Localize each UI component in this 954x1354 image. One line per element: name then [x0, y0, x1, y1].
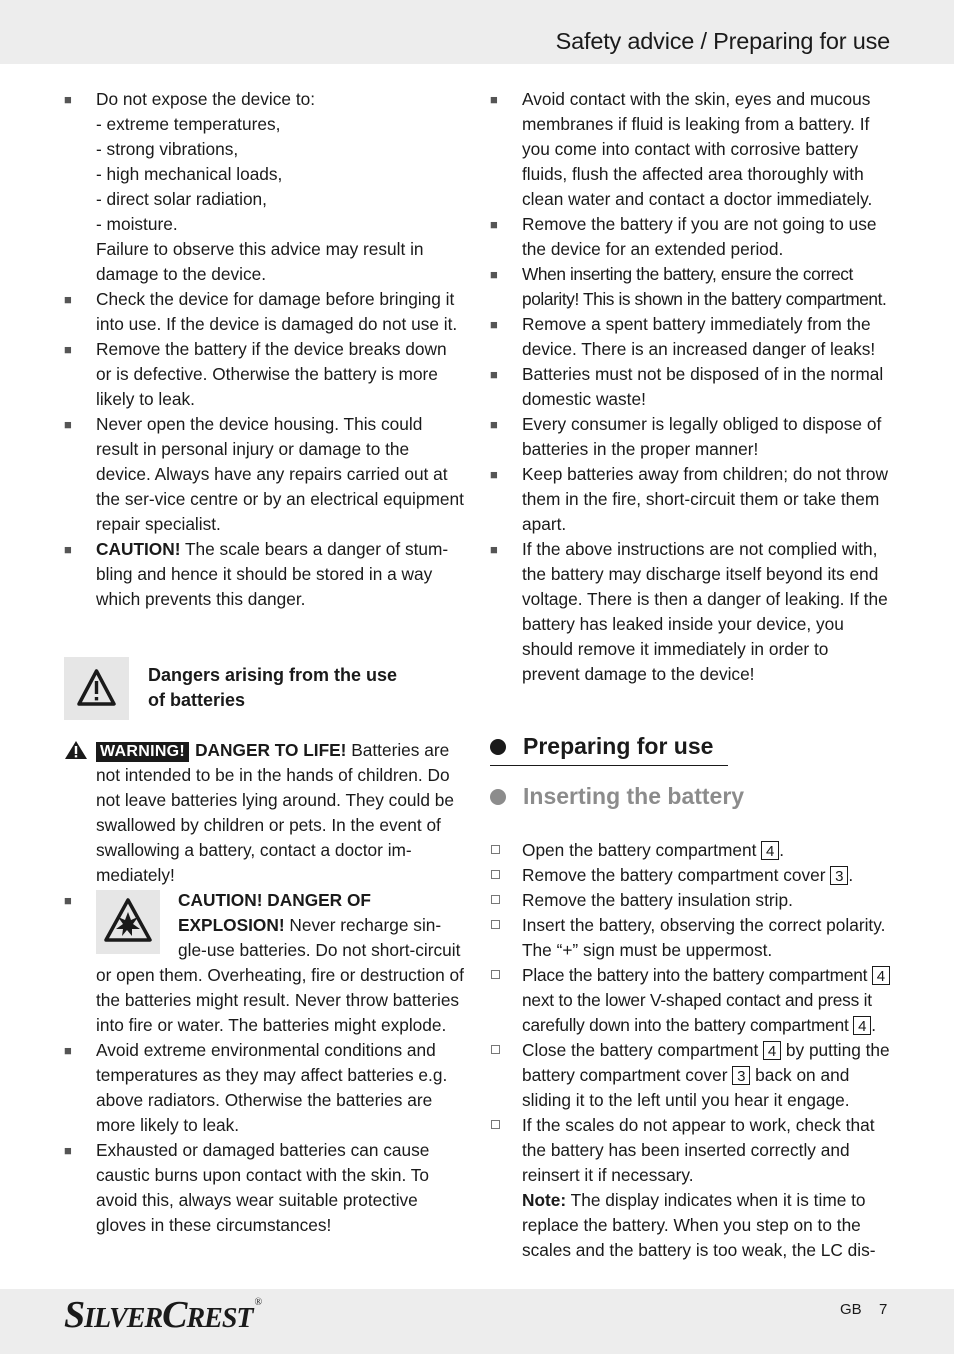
expose-item: - strong vibrations, — [96, 139, 239, 159]
square-bullet-icon: ■ — [490, 317, 498, 332]
left-column — [64, 87, 464, 612]
checkbox-icon — [491, 920, 500, 929]
section-heading — [490, 733, 713, 760]
ref-number: 4 — [763, 1041, 781, 1060]
step-text: . — [779, 840, 784, 860]
bullet-text: Batteries must not be disposed of in the normal domestic waste! — [522, 364, 884, 409]
step-item — [490, 863, 890, 888]
list-item — [490, 312, 890, 362]
page-title: Safety advice / Preparing for use — [555, 28, 890, 54]
heading-underline — [490, 765, 728, 766]
list-item — [490, 362, 890, 412]
bullet-text: If the above instructions are not complied with, the battery may discharge itself beyond its end voltage. There is then a danger of leaking. If the battery has leaked inside your device, you should remove it immediately in order to prevent damage to the device! — [522, 539, 888, 684]
list-item — [490, 262, 890, 312]
list-item — [64, 412, 464, 537]
expose-item: - direct solar radiation, — [96, 189, 267, 209]
right-column — [490, 87, 890, 687]
ref-number: 4 — [853, 1016, 871, 1035]
brand-letters: ILVER — [84, 1303, 163, 1334]
language-code: GB — [840, 1301, 862, 1318]
step-text: . — [871, 1015, 876, 1035]
step-text: back on and sliding it to the left until you hear it engage. — [522, 1065, 850, 1110]
list-item — [64, 87, 464, 287]
step-text: Remove the battery compartment cover — [522, 865, 831, 885]
steps-list — [490, 838, 890, 1263]
step-text: Remove the battery insulation strip. — [522, 890, 793, 910]
brand-letter: S — [64, 1294, 85, 1336]
brand-letters: REST — [186, 1303, 253, 1334]
square-bullet-icon: ■ — [490, 542, 498, 557]
expose-outro: Failure to observe this advice may result in damage to the device. — [96, 239, 424, 284]
expose-item: - moisture. — [96, 214, 178, 234]
step-text: If the scales do not appear to work, check that the battery has been inserted correctly and reinsert it if necessary. — [522, 1115, 875, 1185]
bullet-text: Keep batteries away from children; do not throw them in the fire, short-circuit them or take them apart. — [522, 464, 888, 534]
square-bullet-icon: ■ — [490, 467, 498, 482]
expose-intro: Do not expose the device to: — [96, 89, 316, 109]
extreme-text: Avoid extreme environmental conditions and temperatures as they may affect batteries e.g. above radiators. Otherwise the batteries are more likely to leak. — [96, 1040, 448, 1135]
list-item — [490, 462, 890, 537]
bullet-dot-icon — [490, 739, 506, 755]
square-bullet-icon: ■ — [64, 1143, 72, 1158]
list-item — [64, 1138, 464, 1238]
step-item — [490, 888, 890, 913]
ref-number: 4 — [761, 841, 779, 860]
exhausted-text: Exhausted or damaged batteries can cause caustic burns upon contact with the skin. To avoid this, always wear suitable protective gloves in these circumstances! — [96, 1140, 430, 1235]
square-bullet-icon: ■ — [64, 292, 72, 307]
checkbox-icon — [491, 870, 500, 879]
square-bullet-icon: ■ — [64, 893, 72, 908]
ref-number: 3 — [732, 1066, 750, 1085]
list-item — [490, 412, 890, 462]
explosion-label: CAUTION! DANGER OF EXPLOSION! — [178, 890, 371, 935]
caution-text: The scale bears a danger of stum-bling and hence it should be stored in a way which prevents this danger. — [96, 539, 449, 609]
section-heading-text: Preparing for use — [523, 733, 714, 759]
square-bullet-icon: ■ — [490, 92, 498, 107]
list-item — [490, 212, 890, 262]
bullet-dot-icon — [490, 789, 506, 805]
subsection-heading — [490, 783, 744, 810]
warning-text: Batteries are not intended to be in the hands of children. Do not leave batteries lying around. They could be swallowed by children or pets. In the event of swallowing a battery, contact a doctor im-mediately! — [96, 740, 455, 885]
step-text: Open the battery compartment — [522, 840, 762, 860]
expose-item: - high mechanical loads, — [96, 164, 283, 184]
left-column-lower — [64, 738, 464, 1238]
list-item — [64, 1038, 464, 1138]
step-text: Close the battery compartment — [522, 1040, 764, 1060]
square-bullet-icon: ■ — [490, 417, 498, 432]
step-text: . — [848, 865, 854, 885]
explosion-box — [96, 890, 160, 954]
square-bullet-icon: ■ — [64, 1043, 72, 1058]
square-bullet-icon: ■ — [64, 92, 72, 107]
list-item — [64, 287, 464, 337]
step-text: by putting the battery compartment cover — [522, 1040, 890, 1085]
step-item — [490, 1038, 890, 1113]
checkbox-icon — [491, 895, 500, 904]
never-open-text: Never open the device housing. This could result in personal injury or damage to the device. Always have any repairs carried out at the ser-vice centre or by an electrical equipment repair specialist. — [96, 414, 464, 534]
checkbox-icon — [491, 970, 500, 979]
registered-mark: ® — [254, 1297, 262, 1308]
warning-triangle-icon — [64, 657, 129, 720]
page-number: 7 — [879, 1301, 888, 1318]
note-text: The display indicates when it is time to replace the battery. When you step on to the scales and the battery is too weak, the LC dis- — [522, 1190, 876, 1260]
list-item — [64, 337, 464, 412]
ref-number: 4 — [872, 966, 890, 985]
explosion-icon — [96, 890, 160, 954]
note-label: Note: — [522, 1190, 567, 1210]
checkbox-icon — [491, 1045, 500, 1054]
warning-triangle-icon — [64, 740, 88, 760]
remove-defect-text: Remove the battery if the device breaks down or is defective. Otherwise the battery is more likely to leak. — [96, 339, 447, 409]
list-item — [64, 537, 464, 612]
caution-label: CAUTION! — [96, 539, 181, 559]
step-item — [490, 913, 890, 963]
square-bullet-icon: ■ — [490, 267, 498, 282]
subsection-heading-text: Inserting the battery — [523, 783, 745, 809]
brand-letter: C — [162, 1294, 187, 1336]
explosion-text: Never recharge sin-gle-use batteries. Do not short-circuit or open them. Overheating, fire or destruction of the batteries might result. Never throw batteries into fire or water. The batteries might explode. — [96, 915, 464, 1035]
step-text: Place the battery into the battery compartment — [522, 965, 872, 985]
step-item — [490, 1113, 890, 1263]
brand-logo — [64, 1293, 262, 1337]
square-bullet-icon: ■ — [64, 342, 72, 357]
square-bullet-icon: ■ — [490, 367, 498, 382]
square-bullet-icon: ■ — [490, 217, 498, 232]
list-item — [490, 537, 890, 687]
check-text: Check the device for damage before bringing it into use. If the device is damaged do not use it. — [96, 289, 458, 334]
square-bullet-icon: ■ — [64, 542, 72, 557]
checkbox-icon — [491, 1120, 500, 1129]
warning-badge: WARNING! — [96, 742, 189, 762]
warning-triangle-box — [64, 657, 129, 720]
step-item — [490, 963, 890, 1038]
list-item — [64, 888, 464, 1038]
expose-item: - extreme temperatures, — [96, 114, 281, 134]
bullet-text: Remove a spent battery immediately from the device. There is an increased danger of leaks! — [522, 314, 876, 359]
step-item — [490, 838, 890, 863]
bullet-text: Remove the battery if you are not going to use the device for an extended period. — [522, 214, 877, 259]
bullet-text: Avoid contact with the skin, eyes and mucous membranes if fluid is leaking from a battery. If you come into contact with corrosive battery fluids, flush the affected area thoroughly with clean water and contact a doctor immediately. — [522, 89, 873, 209]
list-item — [490, 87, 890, 212]
ref-number: 3 — [830, 866, 848, 885]
warning-label: DANGER TO LIFE! — [195, 740, 347, 760]
step-text: Insert the battery, observing the correct polarity. The “+” sign must be uppermost. — [522, 915, 886, 960]
dangers-heading: Dangers arising from the use of batteries — [148, 665, 398, 710]
square-bullet-icon: ■ — [64, 417, 72, 432]
warning-paragraph — [64, 738, 464, 888]
bullet-text: Every consumer is legally obliged to dispose of batteries in the proper manner! — [522, 414, 882, 459]
bullet-text: When inserting the battery, ensure the correct polarity! This is shown in the battery compartment. — [522, 264, 887, 309]
checkbox-icon — [491, 845, 500, 854]
step-text: next to the lower V-shaped contact and press it carefully down into the battery compartment — [522, 990, 872, 1035]
